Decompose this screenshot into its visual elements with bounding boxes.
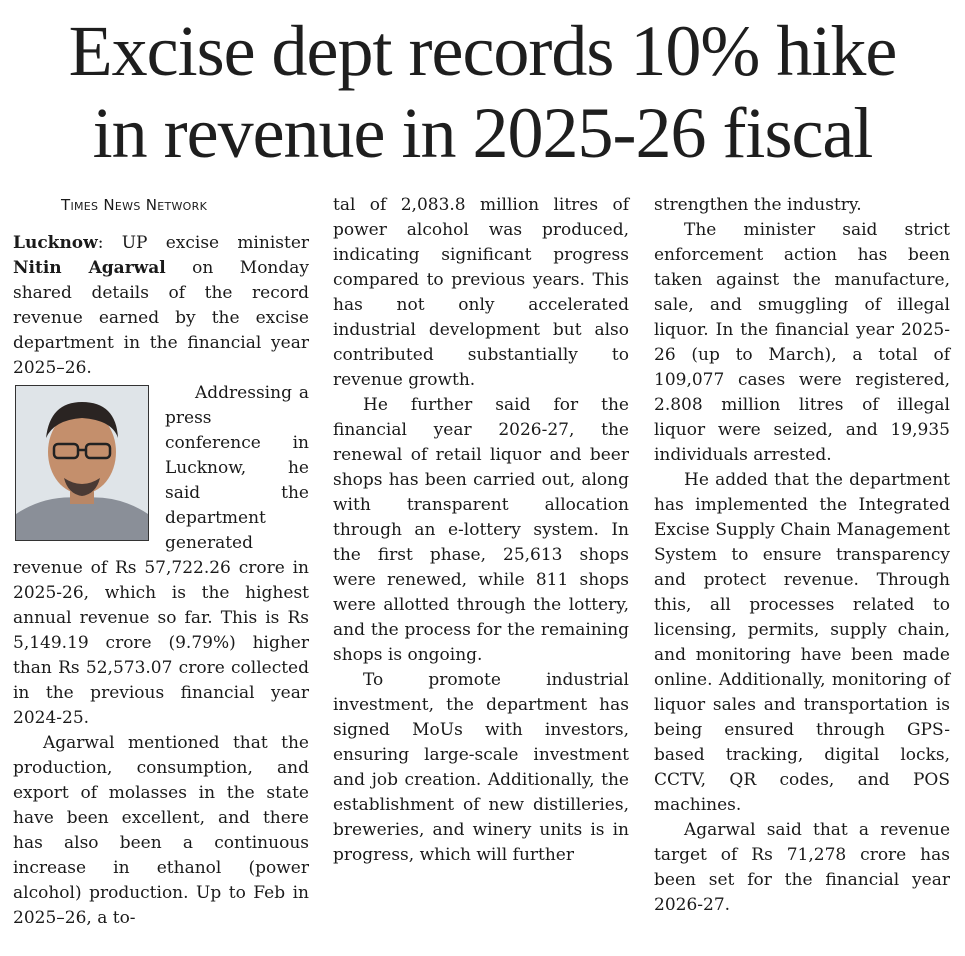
column-3 bbox=[654, 193, 950, 918]
paragraph: Addressing a press conference in Lucknow, he said the department generated revenue of Rs 57,722.26 crore in 2025-26, which is the highest annual revenue so far. This is Rs 5,149.19 crore (9.79%) higher than Rs 52,573.07 crore collected in the previous financial year 2024-25. bbox=[13, 383, 309, 728]
paragraph: He added that the department has implemented the Integrated Excise Supply Chain Management System to ensure transparency and protect revenue. Through this, all processes related to licensing, permits, supply chain, and monitoring have been made online. Additionally, monitoring of liquor sales and transportation is being ensured through GPS-based tracking, digital locks, CCTV, QR codes, and POS machines. bbox=[654, 470, 950, 815]
paragraph-lead bbox=[13, 231, 309, 381]
minister-name: Nitin Agarwal bbox=[13, 258, 166, 278]
paragraph: He further said for the financial year 2026-27, the renewal of retail liquor and beer shops has been carried out, along with transparent allocation through an e-lottery system. In the first phase, 25,613 shops were renewed, while 811 shops were allotted through the lottery, and the process for the remaining shops is ongoing. bbox=[333, 395, 629, 665]
paragraph: The minister said strict enforcement action has been taken against the manufacture, sale, and smuggling of illegal liquor. In the financial year 2025-26 (up to March), a total of 109,077 cases were registered, 2.808 million litres of illegal liquor were seized, and 19,935 individuals arrested. bbox=[654, 220, 950, 465]
minister-photo bbox=[15, 385, 149, 541]
byline: Times News Network bbox=[61, 196, 208, 214]
paragraph: To promote industrial investment, the department has signed MoUs with investors, ensuring large-scale investment and job creation. Additionally, the establishment of new distilleries, breweries, and winery units is in progress, which will further bbox=[333, 670, 629, 865]
column-1 bbox=[13, 193, 309, 931]
paragraph: strengthen the industry. bbox=[654, 195, 862, 215]
paragraph: Agarwal mentioned that the production, consumption, and export of molasses in the state have been excellent, and there has also been a continuous increase in ethanol (power alcohol) production. Up to Feb in 2025–26, a to- bbox=[13, 733, 309, 928]
headline-line-1: Excise dept records 10% hike bbox=[68, 11, 897, 91]
lead-text-b: on Monday shared details of the record revenue earned by the excise department in the financial year 2025–26. bbox=[13, 258, 309, 378]
paragraph: Agarwal said that a revenue target of Rs 71,278 crore has been set for the financial year 2026-27. bbox=[654, 820, 950, 915]
headline bbox=[0, 10, 965, 174]
column-2 bbox=[333, 193, 629, 868]
lead-text-a: : UP excise minister bbox=[97, 233, 309, 253]
portrait-photo-icon bbox=[16, 386, 148, 540]
dateline: Lucknow bbox=[13, 233, 98, 253]
headline-line-2: in revenue in 2025-26 fiscal bbox=[92, 93, 873, 173]
paragraph: tal of 2,083.8 million litres of power alcohol was produced, indicating significant progress compared to previous years. This has not only accelerated industrial development but also contributed substantially to revenue growth. bbox=[333, 195, 629, 390]
